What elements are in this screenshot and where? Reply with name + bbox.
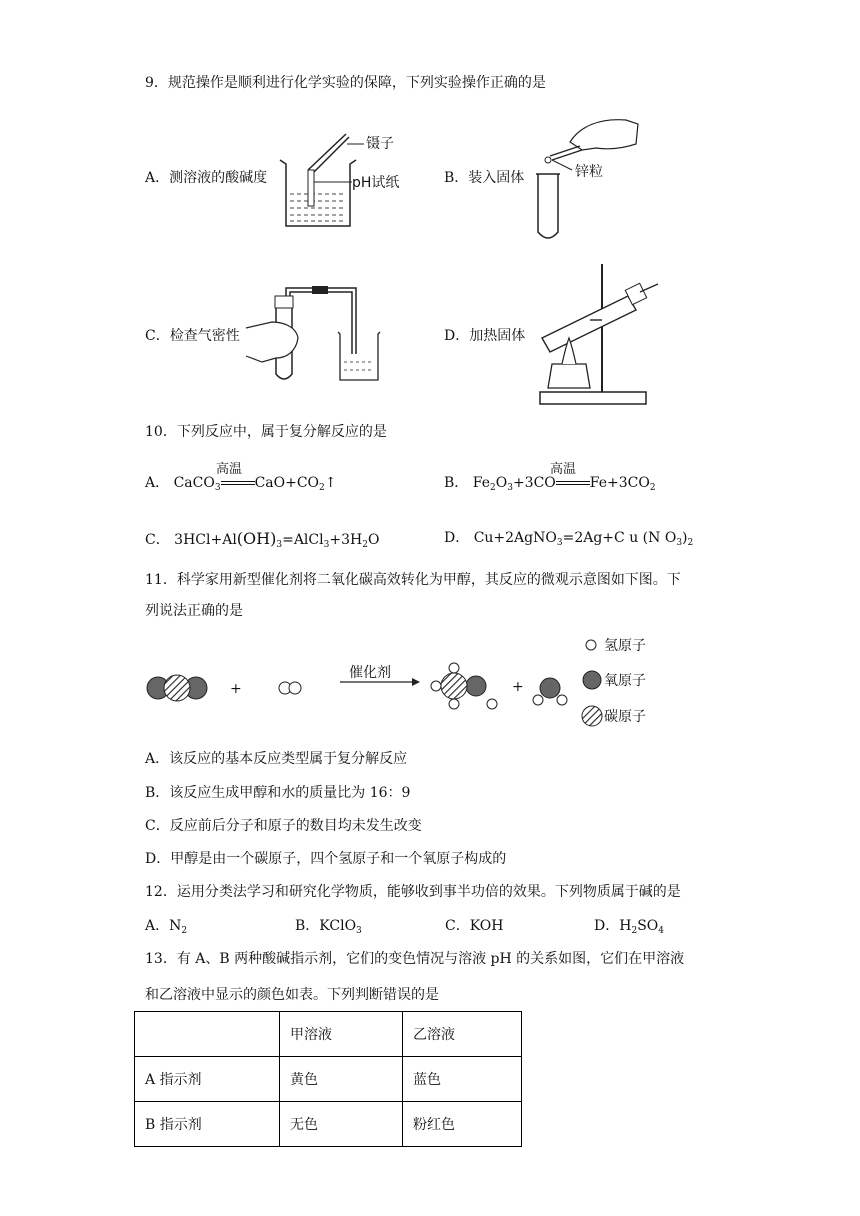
- q11-stem-line2: 列说法正确的是: [145, 603, 243, 619]
- table-cell: 黄色: [280, 1057, 403, 1102]
- oxygen-atom-legend: 氧原子: [604, 673, 646, 689]
- q9-option-b[interactable]: B．装入固体: [444, 170, 525, 186]
- airtightness-check-figure: [242, 282, 392, 388]
- q13-stem-line1: 13．有 A、B 两种酸碱指示剂，它们的变色情况与溶液 pH 的关系如图，它们在甲溶液: [145, 951, 685, 967]
- q11-option-d[interactable]: D．甲醇是由一个碳原子，四个氢原子和一个氧原子构成的: [145, 851, 507, 867]
- q10-option-a[interactable]: A． CaCO$_3$ $CaO+CO_2↑$: [145, 475, 337, 493]
- zinc-label: 锌粒: [575, 164, 603, 180]
- q11-option-c[interactable]: C．反应前后分子和原子的数目均未发生改变: [145, 818, 422, 834]
- plus-sign: +: [512, 679, 524, 695]
- table-cell: 乙溶液: [403, 1012, 522, 1057]
- table-cell: 甲溶液: [280, 1012, 403, 1057]
- reaction-condition-b: 高温: [550, 462, 577, 477]
- q10-option-d[interactable]: D． Cu+2AgNO$_3$=2Ag+C u (N $O_3)_2$: [444, 530, 694, 548]
- table-cell: 粉红色: [403, 1102, 522, 1147]
- q12-stem: 12．运用分类法学习和研究化学物质，能够收到事半功倍的效果。下列物质属于碱的是: [145, 884, 681, 900]
- indicator-table: [134, 1011, 522, 1147]
- q10-option-c[interactable]: C． $3HCl+Al(OH)_3=AlCl_3+3H_2O$: [145, 529, 380, 550]
- q12-option-d[interactable]: D．$H_2SO_4$: [594, 918, 664, 936]
- q13-stem-line2: 和乙溶液中显示的颜色如表。下列判断错误的是: [145, 987, 439, 1003]
- plus-sign: +: [230, 681, 242, 697]
- q9-stem: 9．规范操作是顺利进行化学实验的保障，下列实验操作正确的是: [145, 75, 546, 91]
- q12-option-c[interactable]: C．KOH: [445, 918, 504, 934]
- table-cell: A 指示剂: [135, 1057, 280, 1102]
- table-cell: 蓝色: [403, 1057, 522, 1102]
- equals-sign: [556, 481, 590, 485]
- q12-option-a[interactable]: A．$N_2$: [145, 918, 188, 936]
- table-header-row: [135, 1012, 522, 1057]
- q9-option-a[interactable]: A．测溶液的酸碱度: [145, 170, 268, 186]
- table-cell: B 指示剂: [135, 1102, 280, 1147]
- carbon-atom-legend: 碳原子: [604, 709, 646, 725]
- table-cell: [135, 1012, 280, 1057]
- q11-option-a[interactable]: A．该反应的基本反应类型属于复分解反应: [145, 751, 408, 767]
- reaction-condition-a: 高温: [216, 462, 243, 477]
- q10-option-b[interactable]: B． $Fe_2O_3+3CO$ $Fe+3CO_2$: [444, 475, 656, 493]
- equals-sign: [221, 481, 255, 485]
- table-cell: 无色: [280, 1102, 403, 1147]
- q9-option-d[interactable]: D．加热固体: [444, 328, 526, 344]
- q9-option-c[interactable]: C．检查气密性: [145, 328, 240, 344]
- q12-option-b[interactable]: B．KClO$_3$: [295, 918, 362, 936]
- q10-stem: 10．下列反应中，属于复分解反应的是: [145, 424, 387, 440]
- catalyst-label: 催化剂: [349, 665, 391, 681]
- q11-stem-line1: 11．科学家用新型催化剂将二氧化碳高效转化为甲醇，其反应的微观示意图如下图。下: [145, 572, 681, 588]
- hydrogen-atom-legend: 氢原子: [604, 638, 646, 654]
- table-row: [135, 1102, 522, 1147]
- ph-paper-label: pH试纸: [352, 175, 400, 191]
- q11-option-b[interactable]: B．该反应生成甲醇和水的质量比为 16：9: [145, 785, 411, 801]
- heating-solid-figure: [532, 260, 662, 408]
- table-row: [135, 1057, 522, 1102]
- tweezers-label: 镊子: [366, 136, 394, 152]
